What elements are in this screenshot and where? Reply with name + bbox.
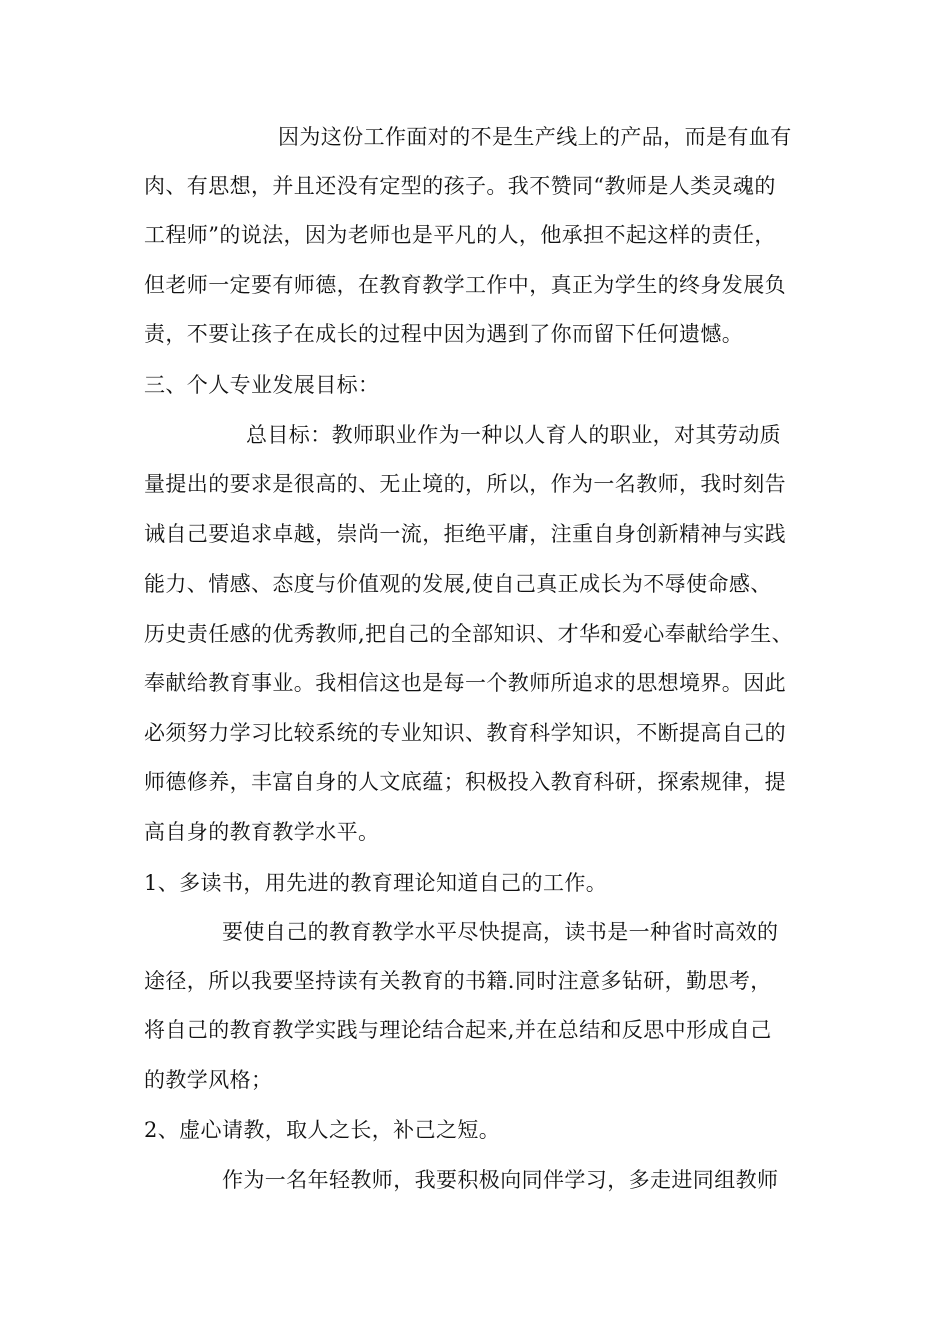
text-line-14: 师德修养，丰富自身的人文底蕴；积极投入教育科研，探索规律，提 <box>144 770 786 794</box>
text-line-13: 必须努力学习比较系统的专业知识、教育科学知识，不断提高自己的 <box>144 721 786 745</box>
list-item-2-heading: 2、虚心请教，取人之长，补己之短。 <box>144 1118 501 1142</box>
text-line-18: 途径，所以我要坚持读有关教育的书籍.同时注意多钻研，勤思考， <box>144 969 772 993</box>
text-line-15: 高自身的教育教学水平。 <box>144 820 380 844</box>
text-line-20: 的教学风格； <box>144 1068 273 1092</box>
section-heading: 三、个人专业发展目标： <box>144 373 380 397</box>
text-line-9: 诫自己要追求卓越，崇尚一流，拒绝平庸，注重自身创新精神与实践 <box>144 522 786 546</box>
text-line-1: 因为这份工作面对的不是生产线上的产品，而是有血有 <box>278 125 792 149</box>
text-line-22: 作为一名年轻教师，我要积极向同伴学习，多走进同组教师 <box>222 1168 779 1192</box>
text-line-7: 总目标：教师职业作为一种以人育人的职业，对其劳动质 <box>246 423 781 447</box>
text-line-2: 肉、有思想，并且还没有定型的孩子。我不赞同“教师是人类灵魂的 <box>144 174 776 198</box>
text-line-3: 工程师”的说法，因为老师也是平凡的人，他承担不起这样的责任， <box>144 223 776 247</box>
text-line-10: 能力、情感、态度与价值观的发展,使自己真正成长为不辱使命感、 <box>144 572 772 596</box>
text-line-17: 要使自己的教育教学水平尽快提高，读书是一种省时高效的 <box>222 920 779 944</box>
text-line-8: 量提出的要求是很高的、无止境的，所以，作为一名教师，我时刻告 <box>144 472 786 496</box>
text-line-19: 将自己的教育教学实践与理论结合起来,并在总结和反思中形成自己 <box>144 1018 772 1042</box>
text-line-11: 历史责任感的优秀教师,把自己的全部知识、才华和爱心奉献给学生、 <box>144 622 794 646</box>
text-line-4: 但老师一定要有师德，在教育教学工作中，真正为学生的终身发展负 <box>144 273 786 297</box>
text-line-12: 奉献给教育事业。我相信这也是每一个教师所追求的思想境界。因此 <box>144 671 786 695</box>
list-item-1-heading: 1、多读书，用先进的教育理论知道自己的工作。 <box>144 871 608 895</box>
text-line-5: 责，不要让孩子在成长的过程中因为遇到了你而留下任何遗憾。 <box>144 322 744 346</box>
